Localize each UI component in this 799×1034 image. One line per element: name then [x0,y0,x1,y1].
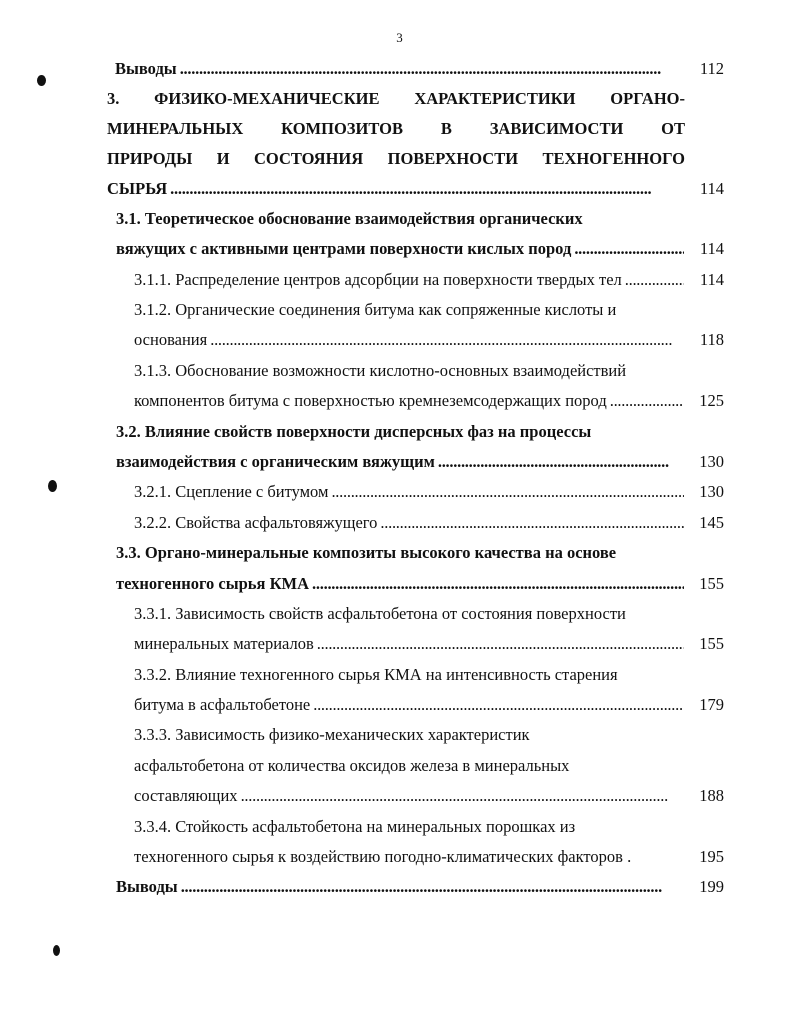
toc-entry-s3-1-2[interactable] [134,325,724,355]
toc-s3-1-2-line1[interactable]: 3.1.2. Органические соединения битума как сопряженные кислоты и [134,300,617,319]
toc-entry-s3-2-2[interactable] [134,508,724,538]
leader-dots [438,447,669,477]
leader-dots [625,265,684,295]
toc-s3-3-3-line1[interactable]: 3.3.3. Зависимость физико-механических характеристик [134,725,530,744]
toc-entry-s3-3-1[interactable] [134,629,724,659]
toc-entry-title: 3.2.2. Свойства асфальтовяжущего [134,513,378,532]
toc-entry-title: битума в асфальтобетоне [134,695,311,714]
toc-page-number: 118 [699,330,724,349]
toc-entry-chapter3[interactable] [107,174,724,204]
toc-entry-title: Выводы [115,59,177,78]
toc-chapter3-line3[interactable]: ПРИРОДЫ И СОСТОЯНИЯ ПОВЕРХНОСТИ ТЕХНОГЕННОГО [107,149,685,168]
toc-page-number: 112 [699,59,724,78]
leader-dots [170,174,684,204]
leader-dots [210,325,672,355]
toc-entry-title: минеральных материалов [134,634,314,653]
toc-entry-s3-1[interactable] [116,234,724,264]
toc-page-number: 130 [699,452,724,471]
toc-entry-title: составляющих [134,786,238,805]
toc-page-number: 145 [699,513,724,532]
leader-dots [181,872,684,902]
toc-page-number: 114 [699,179,724,198]
toc-entry-s3-3-3[interactable] [134,781,724,811]
toc-page-number: 155 [699,574,724,593]
toc-entry-conclusions-ch3[interactable] [116,872,724,902]
page-number: 3 [396,30,403,45]
toc-entry-s3-3-2[interactable] [134,690,724,720]
toc-entry-title: техногенного сырья к воздействию погодно-климатических факторов . [134,847,632,866]
toc-page-number: 179 [699,695,724,714]
toc-s3-1-line1[interactable]: 3.1. Теоретическое обоснование взаимодействия органических [116,209,583,228]
toc-entry-s3-2[interactable] [116,447,724,477]
toc-s3-2-line1[interactable]: 3.2. Влияние свойств поверхности дисперсных фаз на процессы [116,422,592,441]
toc-entry-title: взаимодействия с органическим вяжущим [116,452,435,471]
toc-entry-s3-1-1[interactable] [134,265,724,295]
toc-s3-3-line1[interactable]: 3.3. Органо-минеральные композиты высокого качества на основе [116,543,617,562]
scan-speck [53,945,60,956]
scan-speck [37,75,46,86]
toc-page-number: 195 [699,847,724,866]
toc-page-number: 114 [699,239,724,258]
toc-chapter3-line2[interactable]: МИНЕРАЛЬНЫХ КОМПОЗИТОВ В ЗАВИСИМОСТИ ОТ [107,119,685,138]
toc-s3-1-3-line1[interactable]: 3.1.3. Обоснование возможности кислотно-основных взаимодействий [134,361,627,380]
leader-dots [312,569,684,599]
toc-page-number: 114 [699,270,724,289]
toc-page-number: 125 [699,391,724,410]
toc-entry-s3-3[interactable] [116,569,724,599]
toc-s3-3-1-line1[interactable]: 3.3.1. Зависимость свойств асфальтобетона от состояния поверхности [134,604,626,623]
toc-entry-s3-2-1[interactable] [134,477,724,507]
toc-entry-title: 3.2.1. Сцепление с битумом [134,482,329,501]
toc-s3-3-3-line2[interactable]: асфальтобетона от количества оксидов железа в минеральных [134,756,570,775]
leader-dots [380,508,684,538]
leader-dots [241,781,669,811]
toc-page-number: 188 [699,786,724,805]
toc-entry-title: Выводы [116,877,178,896]
toc-s3-3-4-line1[interactable]: 3.3.4. Стойкость асфальтобетона на минеральных порошках из [134,817,576,836]
toc-chapter3-line1[interactable]: 3. ФИЗИКО-МЕХАНИЧЕСКИЕ ХАРАКТЕРИСТИКИ ОРГАНО- [107,89,685,108]
toc-entry-s3-3-4[interactable] [134,842,724,872]
toc-entry-title: основания [134,330,208,349]
toc-s3-3-2-line1[interactable]: 3.3.2. Влияние техногенного сырья КМА на интенсивность старения [134,665,618,684]
leader-dots [574,234,684,264]
toc-entry-title: техногенного сырья КМА [116,574,310,593]
toc-entry-conclusions-ch2[interactable] [115,54,724,84]
toc-entry-title: СЫРЬЯ [107,179,168,198]
toc-page-number: 130 [699,482,724,501]
leader-dots [610,386,684,416]
leader-dots [313,690,684,720]
toc-entry-title: компонентов битума с поверхностью кремнеземсодержащих пород [134,391,607,410]
leader-dots [317,629,684,659]
leader-dots [180,54,684,84]
toc-entry-title: вяжущих с активными центрами поверхности кислых пород [116,239,572,258]
leader-dots [331,477,684,507]
toc-entry-title: 3.1.1. Распределение центров адсорбции на поверхности твердых тел [134,270,622,289]
toc-page-number: 155 [699,634,724,653]
scan-speck [48,480,57,492]
toc-entry-s3-1-3[interactable] [134,386,724,416]
toc-page-number: 199 [699,877,724,896]
